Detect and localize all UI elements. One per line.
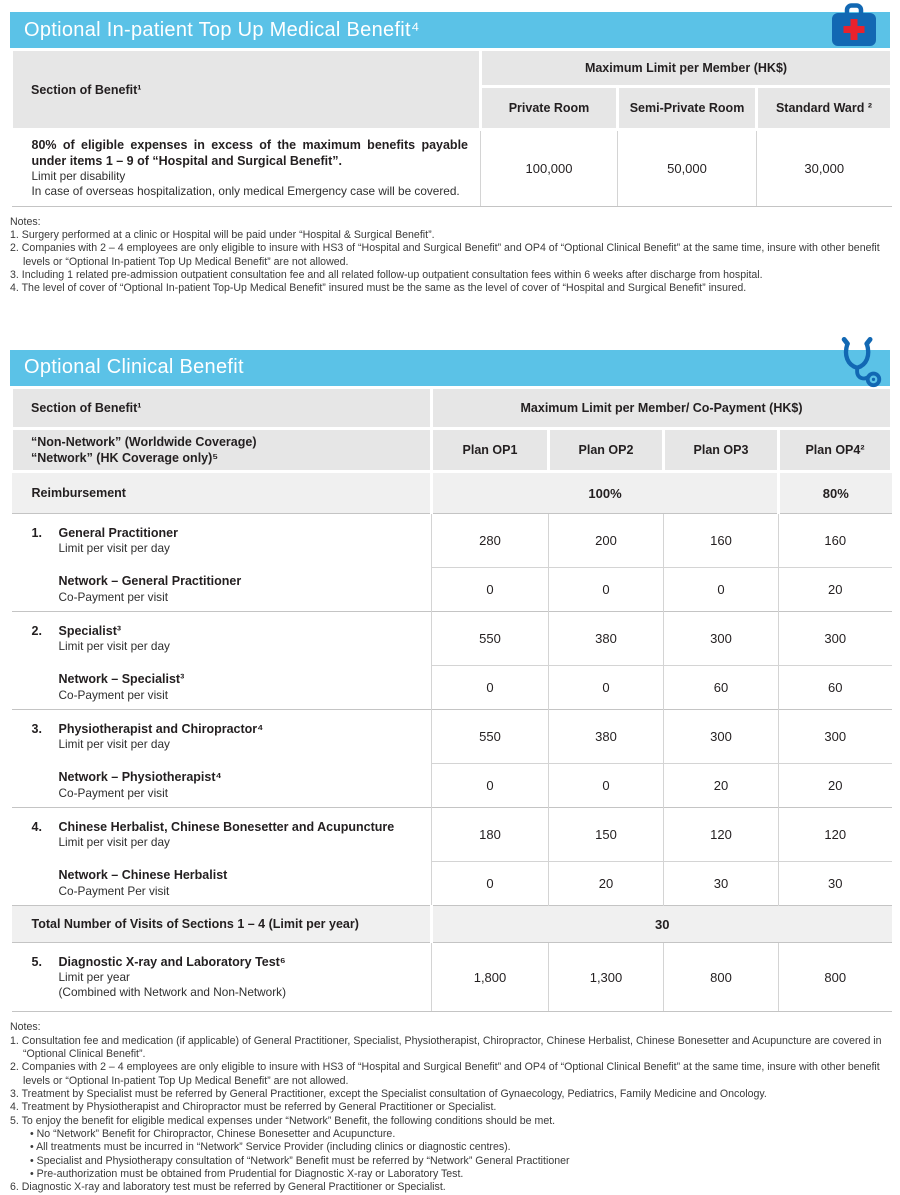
note-item: 5. To enjoy the benefit for eligible medical expenses under “Network” Benefit, the following conditions should be met. — [10, 1114, 556, 1127]
benefit-subtitle: Limit per visit per day — [58, 639, 170, 654]
coverage-header — [12, 428, 432, 472]
benefit-description-cell — [12, 808, 432, 862]
column-header-private-room: Private Room — [481, 87, 618, 130]
stethoscope-icon — [834, 337, 886, 394]
note-bullet-item: • No “Network” Benefit for Chiropractor, Chinese Bonesetter and Acupuncture. — [30, 1127, 396, 1140]
clinical-banner — [10, 350, 890, 386]
topup-notes — [10, 216, 890, 296]
notes-label: Notes: — [10, 215, 41, 228]
item-number: 1. — [31, 525, 42, 540]
note-bullet-item: • All treatments must be incurred in “Network” Service Provider (including clinics or diagnostic centres). — [30, 1141, 511, 1154]
benefit-row-chinese-herbalist — [12, 808, 892, 862]
op4-value: 800 — [779, 943, 892, 1012]
benefit-title: Specialist³ — [58, 623, 122, 638]
op4-value: 60 — [779, 665, 892, 710]
op4-value: 300 — [779, 710, 892, 764]
topup-banner — [10, 12, 890, 48]
benefit-description-cell — [12, 665, 432, 710]
topup-benefit-row — [12, 130, 892, 207]
op3-value: 120 — [664, 808, 779, 862]
benefit-description-cell — [12, 612, 432, 666]
standard-ward-value: 30,000 — [757, 130, 892, 207]
note-item: 3. Including 1 related pre-admission outpatient consultation fee and all related follow-up outpatient consultation fees within 6 weeks after discharge from hospital. — [10, 269, 763, 282]
benefit-title: Chinese Herbalist, Chinese Bonesetter and Acupuncture — [58, 819, 395, 834]
first-aid-kit-icon — [830, 2, 878, 53]
reimbursement-value-op4: 80% — [779, 472, 892, 514]
note-item: 2. Companies with 2 – 4 employees are only eligible to insure with HS3 of “Hospital and Surgical Benefit” and OP4 of “Optional Clinical Benefit” at the same time, insure with other benefit levels or “Optional In-patient Top Up Medical Benefit” are not allowed. — [10, 1061, 880, 1087]
clinical-notes — [10, 1021, 890, 1194]
benefit-row-network-chinese-herbalist — [12, 861, 892, 906]
max-limit-header: Maximum Limit per Member (HK$) — [481, 50, 892, 87]
op1-value: 0 — [432, 665, 549, 710]
column-header-standard-ward: Standard Ward ² — [757, 87, 892, 130]
benefit-title: Network – Physiotherapist⁴ — [58, 770, 222, 785]
clinical-section — [10, 350, 890, 1195]
op1-value: 1,800 — [432, 943, 549, 1012]
section-of-benefit-header: Section of Benefit¹ — [12, 50, 481, 130]
note-item: 4. The level of cover of “Optional In-patient Top-Up Medical Benefit” insured must be the same as the level of cover of “Hospital and Surgical Benefit” insured. — [10, 282, 747, 295]
benefit-title: General Practitioner — [58, 525, 178, 540]
column-header-plan-op1: Plan OP1 — [432, 428, 549, 472]
benefit-description-sub1: Limit per disability — [31, 169, 126, 183]
column-header-plan-op4: Plan OP4² — [779, 428, 892, 472]
note-item: 4. Treatment by Physiotherapist and Chiropractor must be referred by General Practitioner or Specialist. — [10, 1101, 497, 1114]
section-of-benefit-header: Section of Benefit¹ — [12, 387, 432, 428]
benefit-description-cell — [12, 943, 432, 1012]
op1-value: 0 — [432, 567, 549, 612]
item-number: 3. — [31, 721, 42, 736]
notes-label: Notes: — [10, 1021, 41, 1034]
benefit-description-cell — [12, 567, 432, 612]
op3-value: 800 — [664, 943, 779, 1012]
op1-value: 550 — [432, 710, 549, 764]
benefit-description-cell — [12, 763, 432, 808]
op3-value: 30 — [664, 861, 779, 906]
topup-header-row-1 — [12, 50, 892, 87]
op4-value: 20 — [779, 567, 892, 612]
benefit-subtitle: Co-Payment per visit — [58, 785, 168, 800]
item-number: 2. — [31, 623, 42, 638]
op2-value: 0 — [549, 763, 664, 808]
op3-value: 0 — [664, 567, 779, 612]
reimbursement-label: Reimbursement — [12, 472, 432, 514]
op2-value: 0 — [549, 567, 664, 612]
non-network-coverage-label: “Non-Network” (Worldwide Coverage) — [31, 434, 257, 449]
op2-value: 380 — [549, 710, 664, 764]
op1-value: 550 — [432, 612, 549, 666]
op4-value: 120 — [779, 808, 892, 862]
item-number: 4. — [31, 819, 42, 834]
benefit-description-cell — [12, 514, 432, 568]
benefit-subtitle: Limit per visit per day — [58, 737, 170, 752]
topup-section — [10, 12, 890, 296]
total-visits-row — [12, 906, 892, 943]
op2-value: 20 — [549, 861, 664, 906]
benefit-description-bold: 80% of eligible expenses in excess of the maximum benefits payable under items 1 – 9 of “Hospital and Surgical Benefit”. — [31, 138, 468, 168]
op3-value: 60 — [664, 665, 779, 710]
benefit-row-diagnostic-xray — [12, 943, 892, 1012]
topup-table — [10, 48, 893, 207]
benefit-subtitle: Limit per year — [58, 970, 130, 985]
benefit-title: Diagnostic X-ray and Laboratory Test⁶ — [58, 954, 286, 969]
total-visits-value: 30 — [432, 906, 892, 943]
benefit-subtitle: Co-Payment per visit — [58, 687, 168, 702]
benefit-row-specialist — [12, 612, 892, 666]
note-item: 2. Companies with 2 – 4 employees are only eligible to insure with HS3 of “Hospital and Surgical Benefit” and OP4 of “Optional Clinical Benefit” at the same time, insure with other benefit levels or “Optional In-patient Top Up Medical Benefit” are not allowed. — [10, 242, 880, 268]
semi-private-room-value: 50,000 — [618, 130, 757, 207]
op4-value: 20 — [779, 763, 892, 808]
op3-value: 300 — [664, 710, 779, 764]
benefit-subtitle: Limit per visit per day — [58, 541, 170, 556]
op2-value: 380 — [549, 612, 664, 666]
benefit-subtitle: Co-Payment per visit — [58, 589, 168, 604]
benefit-title: Physiotherapist and Chiropractor⁴ — [58, 721, 264, 736]
benefit-subtitle: Co-Payment Per visit — [58, 883, 170, 898]
op2-value: 0 — [549, 665, 664, 710]
clinical-table — [10, 386, 893, 1013]
op3-value: 160 — [664, 514, 779, 568]
benefit-subtitle: Limit per visit per day — [58, 835, 170, 850]
column-header-plan-op3: Plan OP3 — [664, 428, 779, 472]
clinical-title: Optional Clinical Benefit — [24, 356, 244, 379]
column-header-plan-op2: Plan OP2 — [549, 428, 664, 472]
network-coverage-label: “Network” (HK Coverage only)⁵ — [31, 450, 219, 465]
benefit-description-cell — [12, 710, 432, 764]
clinical-header-row-1 — [12, 387, 892, 428]
benefit-description-cell — [12, 861, 432, 906]
note-item: 1. Surgery performed at a clinic or Hospital will be paid under “Hospital & Surgical Benefit”. — [10, 229, 435, 241]
benefit-title: Network – Chinese Herbalist — [58, 868, 228, 883]
op4-value: 300 — [779, 612, 892, 666]
op2-value: 200 — [549, 514, 664, 568]
op1-value: 0 — [432, 861, 549, 906]
note-bullet-item: • Pre-authorization must be obtained from Prudential for Diagnostic X-ray or Laboratory Test. — [30, 1168, 464, 1180]
note-bullet-item: • Specialist and Physiotherapy consultation of “Network” Benefit must be referred by “Network” General Practitioner — [30, 1154, 570, 1167]
op3-value: 300 — [664, 612, 779, 666]
benefit-subtitle-2: (Combined with Network and Non-Network) — [58, 985, 286, 1000]
benefit-row-network-general-practitioner — [12, 567, 892, 612]
benefit-row-network-physiotherapist — [12, 763, 892, 808]
item-number: 5. — [31, 954, 42, 969]
benefit-description-sub2: In case of overseas hospitalization, only medical Emergency case will be covered. — [31, 184, 460, 199]
benefit-row-physiotherapist — [12, 710, 892, 764]
op1-value: 280 — [432, 514, 549, 568]
topup-title: Optional In-patient Top Up Medical Benefit⁴ — [24, 18, 420, 41]
op4-value: 160 — [779, 514, 892, 568]
op3-value: 20 — [664, 763, 779, 808]
benefit-description-cell — [12, 130, 481, 207]
total-visits-label: Total Number of Visits of Sections 1 – 4 (Limit per year) — [12, 906, 432, 943]
op2-value: 150 — [549, 808, 664, 862]
max-limit-copayment-header: Maximum Limit per Member/ Co-Payment (HK$) — [432, 387, 892, 428]
column-header-semi-private-room: Semi-Private Room — [618, 87, 757, 130]
benefit-title: Network – Specialist³ — [58, 672, 185, 687]
op2-value: 1,300 — [549, 943, 664, 1012]
op1-value: 180 — [432, 808, 549, 862]
reimbursement-value-op1-3: 100% — [432, 472, 779, 514]
reimbursement-row — [12, 472, 892, 514]
benefit-title: Network – General Practitioner — [58, 574, 242, 589]
benefit-row-network-specialist — [12, 665, 892, 710]
note-item: 3. Treatment by Specialist must be referred by General Practitioner, except the Specialist consultation of Gynaecology, Pediatrics, Family Medicine and Oncology. — [10, 1087, 767, 1100]
benefit-row-general-practitioner — [12, 514, 892, 568]
clinical-header-row-2 — [12, 428, 892, 472]
private-room-value: 100,000 — [481, 130, 618, 207]
note-item: 6. Diagnostic X-ray and laboratory test must be referred by General Practitioner or Specialist. — [10, 1181, 446, 1194]
note-item: 1. Consultation fee and medication (if applicable) of General Practitioner, Specialist, Physiotherapist, Chiropractor, Chinese Herbalist, Chinese Bonesetter and Acupuncture are covered in “Optional Clinical Benefit”. — [10, 1034, 882, 1060]
op1-value: 0 — [432, 763, 549, 808]
op4-value: 30 — [779, 861, 892, 906]
